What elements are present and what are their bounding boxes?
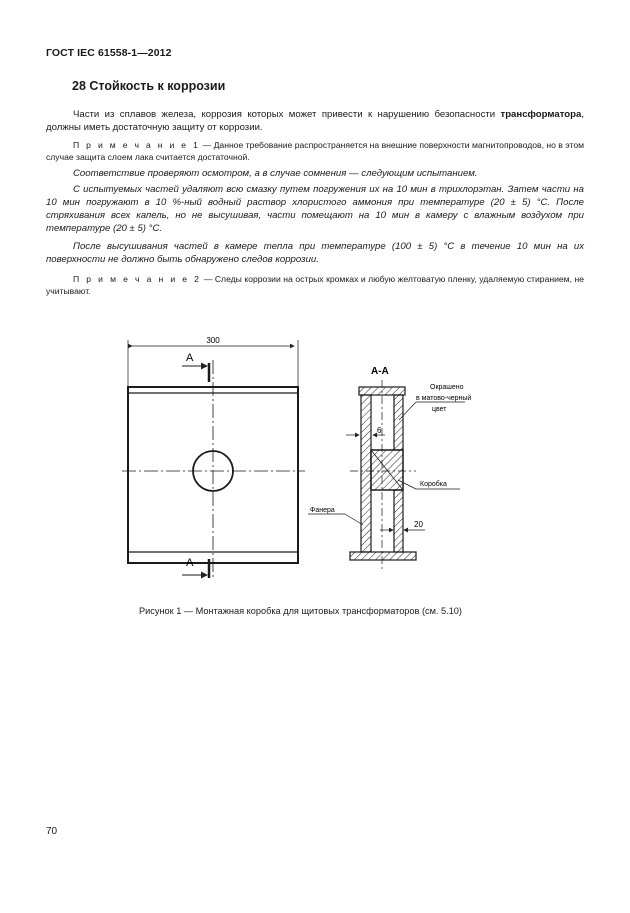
note-1 xyxy=(46,139,584,163)
paragraph-1-bold: трансформатора xyxy=(500,109,582,120)
paragraph-1 xyxy=(46,108,584,134)
paragraph-2: Соответствие проверяют осмотром, а в случае сомнения — следующим испытанием. xyxy=(73,168,478,179)
page-number: 70 xyxy=(46,826,58,837)
note-2-label: П р и м е ч а н и е 2 xyxy=(73,274,202,284)
section-view-title: А-А xyxy=(371,366,389,377)
dimension-20-label: 20 xyxy=(414,520,423,529)
section-mark-bottom: A xyxy=(186,557,194,569)
section-view xyxy=(308,366,471,570)
document-header: ГОСТ IEC 61558-1—2012 xyxy=(46,47,172,59)
label-plywood: Фанера xyxy=(310,507,335,514)
dimension-6-label: 6 xyxy=(377,426,382,435)
figure-drawing xyxy=(110,330,490,585)
note-2-text: — Следы коррозии на острых кромках и любую желтоватую пленку, удаляемую стиранием, не учитывают. xyxy=(46,274,585,296)
label-box: Коробка xyxy=(420,481,447,488)
dimension-width-label: 300 xyxy=(206,336,220,345)
front-view xyxy=(122,336,305,580)
section-title: Стойкость к коррозии xyxy=(89,79,226,93)
section-heading xyxy=(72,79,225,93)
note-2 xyxy=(46,273,584,297)
section-mark-top: A xyxy=(186,352,194,364)
section-number: 28 xyxy=(72,79,86,93)
paragraph-1-end: , должны иметь достаточную защиту от коррозии. xyxy=(46,109,584,133)
figure-caption: Рисунок 1 — Монтажная коробка для щитовых трансформаторов (см. 5.10) xyxy=(139,606,462,616)
note-1-text: — Данное требование распространяется на внешние поверхности магнитопроводов, но в этом случае защита слоем лака считается достаточной. xyxy=(46,140,585,162)
label-painted-line1: Окрашено xyxy=(430,384,464,391)
label-painted-line2: в матово-черный xyxy=(416,395,472,402)
note-1-label: П р и м е ч а н и е 1 xyxy=(73,140,201,150)
paragraph-1-start: Части из сплавов железа, коррозия которых может привести к нарушению безопасности xyxy=(73,109,501,120)
plywood-wall xyxy=(361,395,371,552)
label-painted-line3: цвет xyxy=(432,406,447,413)
paragraph-4: После высушивания частей в камере тепла при температуре (100 ± 5) °С в течение 10 мин на их поверхности не должно быть обнаружено следов коррозии. xyxy=(46,241,584,265)
paragraph-3: С испытуемых частей удаляют всю смазку путем погружения их на 10 мин в трихлорэтан. Затем части на 10 мин погружают в 10 %-ный водный раствор хлористого аммония при температуре (20 ± 5) °С. После стряхивания всех капель, но не высушивая, части помещают на 10 мин в камеру с влажным воздухом при температуре (20 ± 5) °С. xyxy=(46,184,584,234)
